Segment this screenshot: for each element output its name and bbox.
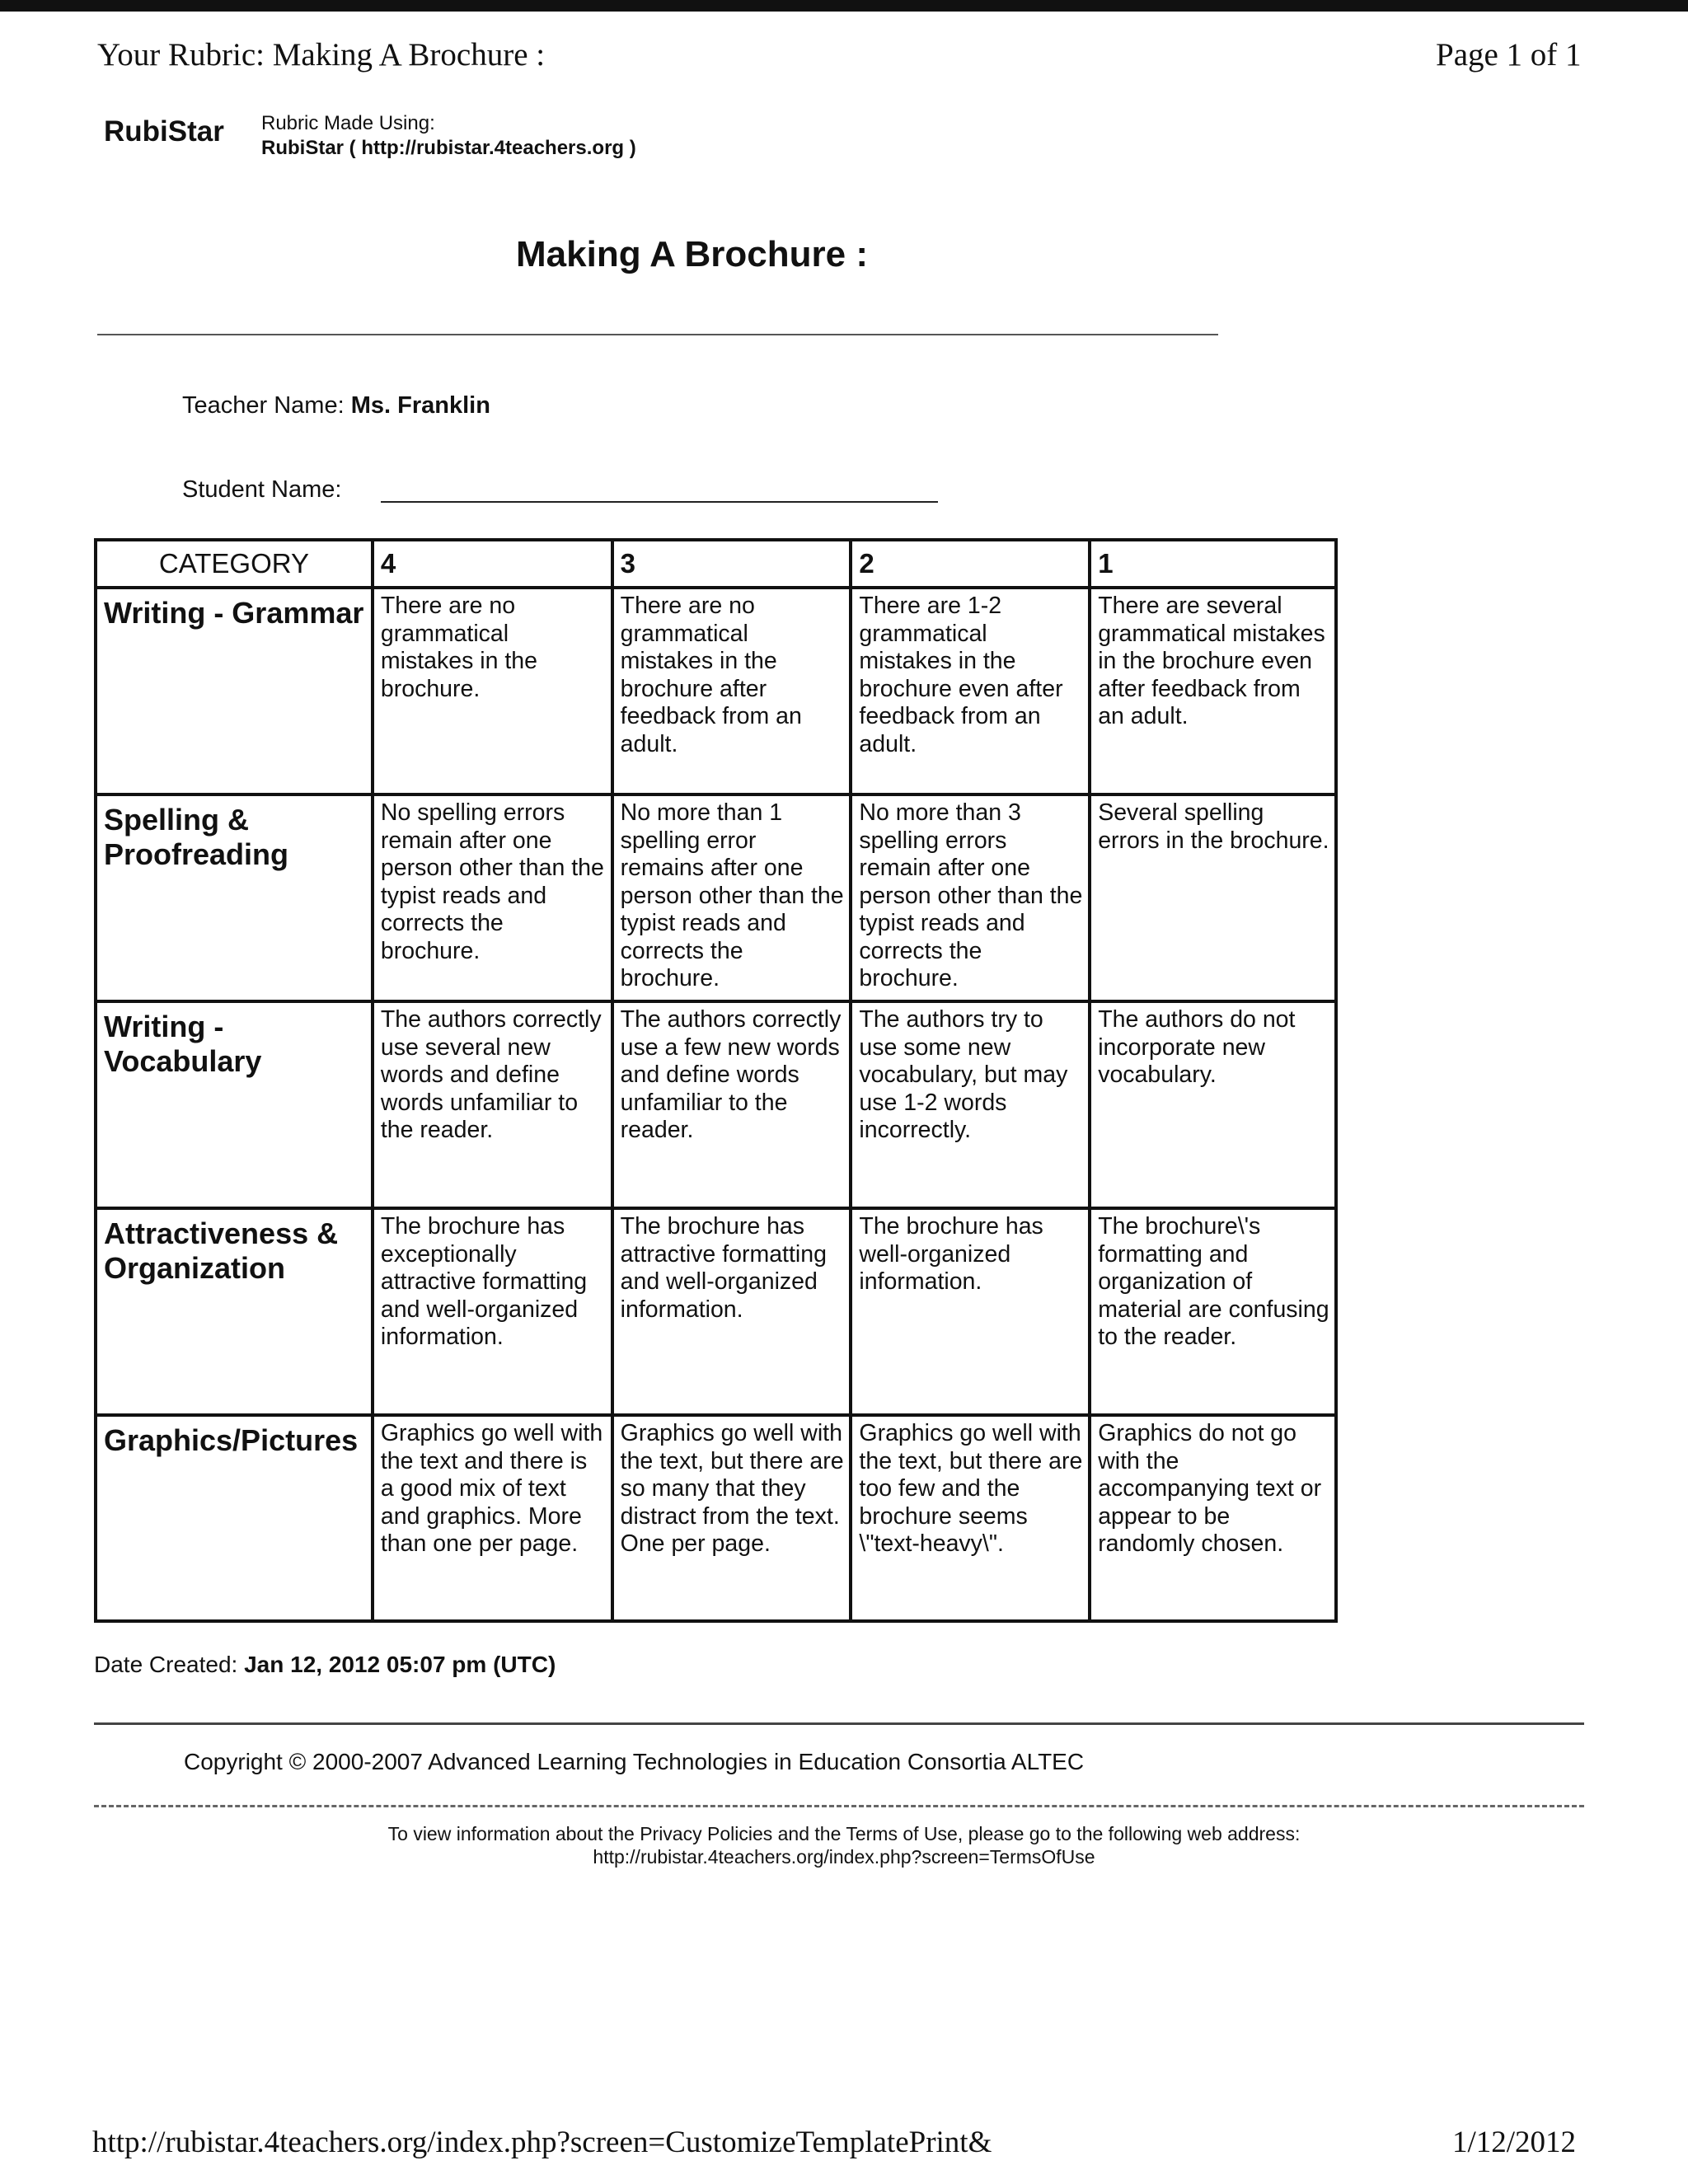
page-title: Making A Brochure :: [516, 234, 869, 274]
header-score-4: 4: [373, 540, 612, 588]
teacher-name-line: [182, 392, 490, 419]
table-cell: Graphics do not go with the accompanying text or appear to be randomly chosen.: [1090, 1415, 1336, 1621]
rubric-table: [94, 538, 1338, 1623]
date-created-label: Date Created:: [94, 1652, 245, 1677]
student-name-label: Student Name:: [182, 476, 342, 503]
table-cell: The authors correctly use a few new words and define words unfamiliar to the reader.: [612, 1001, 851, 1208]
header-score-1: 1: [1090, 540, 1336, 588]
header-category: CATEGORY: [96, 540, 373, 588]
date-created-value: Jan 12, 2012 05:07 pm (UTC): [244, 1652, 556, 1677]
scan-top-edge: [0, 0, 1688, 12]
student-name-blank: [381, 501, 938, 503]
footer-divider: [94, 1722, 1584, 1725]
terms-of-use-link[interactable]: http://rubistar.4teachers.org/index.php?screen=TermsOfUse: [593, 1846, 1095, 1868]
rubistar-logo: RubiStar: [104, 115, 224, 148]
table-cell: The authors do not incorporate new vocabulary.: [1090, 1001, 1336, 1208]
print-footer-url: http://rubistar.4teachers.org/index.php?screen=CustomizeTemplatePrint&: [92, 2125, 992, 2159]
table-cell: Graphics go well with the text, but there are too few and the brochure seems \"text-heavy\".: [851, 1415, 1090, 1621]
row-category: Spelling & Proofreading: [96, 794, 373, 1001]
table-cell: Graphics go well with the text and there is a good mix of text and graphics. More than one per page.: [373, 1415, 612, 1621]
table-cell: No more than 1 spelling error remains after one person other than the typist reads and corrects the brochure.: [612, 794, 851, 1001]
teacher-name-value: Ms. Franklin: [350, 392, 490, 419]
table-row: [96, 1001, 1336, 1208]
table-row: [96, 1208, 1336, 1415]
table-cell: The authors correctly use several new words and define words unfamiliar to the reader.: [373, 1001, 612, 1208]
row-category: Graphics/Pictures: [96, 1415, 373, 1621]
table-cell: The brochure has well-organized information.: [851, 1208, 1090, 1415]
date-created: [94, 1652, 556, 1678]
table-cell: No more than 3 spelling errors remain after one person other than the typist reads and corrects the brochure.: [851, 794, 1090, 1001]
table-cell: There are no grammatical mistakes in the brochure after feedback from an adult.: [612, 588, 851, 794]
row-category: Writing - Vocabulary: [96, 1001, 373, 1208]
title-divider: [97, 334, 1218, 335]
copyright-notice: Copyright © 2000-2007 Advanced Learning Technologies in Education Consortia ALTEC: [184, 1749, 1085, 1774]
table-header-row: [96, 540, 1336, 588]
table-cell: The brochure\'s formatting and organization of material are confusing to the reader.: [1090, 1208, 1336, 1415]
teacher-name-label: Teacher Name:: [182, 392, 351, 419]
print-header-page-number: Page 1 of 1: [1436, 37, 1582, 73]
table-row: [96, 794, 1336, 1001]
table-row: [96, 588, 1336, 794]
table-cell: There are several grammatical mistakes in the brochure even after feedback from an adult.: [1090, 588, 1336, 794]
made-using-label: Rubric Made Using:: [261, 112, 435, 134]
footer-divider: [94, 1805, 1584, 1807]
table-cell: There are no grammatical mistakes in the brochure.: [373, 588, 612, 794]
made-using-site: RubiStar ( http://rubistar.4teachers.org ): [261, 137, 636, 159]
table-cell: The brochure has exceptionally attractive formatting and well-organized information.: [373, 1208, 612, 1415]
table-cell: There are 1-2 grammatical mistakes in the brochure even after feedback from an adult.: [851, 588, 1090, 794]
table-cell: The brochure has attractive formatting and well-organized information.: [612, 1208, 851, 1415]
header-score-2: 2: [851, 540, 1090, 588]
print-header-title: Your Rubric: Making A Brochure :: [97, 37, 546, 73]
header-score-3: 3: [612, 540, 851, 588]
row-category: Attractiveness & Organization: [96, 1208, 373, 1415]
table-cell: Graphics go well with the text, but there are so many that they distract from the text. One per page.: [612, 1415, 851, 1621]
table-cell: The authors try to use some new vocabulary, but may use 1-2 words incorrectly.: [851, 1001, 1090, 1208]
table-cell: Several spelling errors in the brochure.: [1090, 794, 1336, 1001]
privacy-notice: To view information about the Privacy Policies and the Terms of Use, please go to the following web address:: [387, 1823, 1301, 1844]
table-row: [96, 1415, 1336, 1621]
row-category: Writing - Grammar: [96, 588, 373, 794]
print-footer-date: 1/12/2012: [1452, 2125, 1577, 2159]
table-cell: No spelling errors remain after one person other than the typist reads and corrects the brochure.: [373, 794, 612, 1001]
